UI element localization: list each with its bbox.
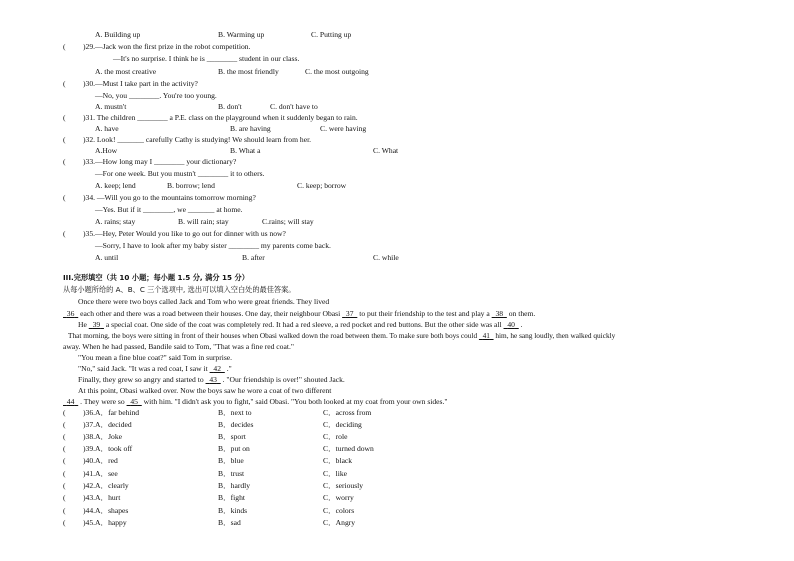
passage-line-6: "You mean a fine blue coat?" said Tom in surprise. xyxy=(78,353,233,362)
q30-option-a: A. mustn't xyxy=(95,102,127,111)
q33-option-c: C. keep; borrow xyxy=(297,181,347,190)
q32-option-b: B. What a xyxy=(230,146,261,155)
q28-option-c: C. Putting up xyxy=(311,30,352,39)
q30-option-b: B. don't xyxy=(218,102,242,111)
passage-line-4: That morning, the boys were sitting in front of their houses when Obasi walked down the road between them. To make sure both boys could 41 him, he sang loudly, then walked quickly xyxy=(68,331,616,340)
q30-paren: ( xyxy=(63,79,66,88)
q30-reply: —No, you ________. You're too young. xyxy=(95,91,217,100)
q29-option-b: B. the most friendly xyxy=(218,67,279,76)
blank-40: 40 xyxy=(507,320,515,329)
q34-option-a: A. rains; stay xyxy=(95,217,136,226)
blank-43: 43 xyxy=(209,375,217,384)
passage-line-10: 44 . They were so 45 with him. "I didn't ask you to fight," said Obasi. "You both looked at my coat from your own sides." xyxy=(63,397,448,406)
blank-45: 45 xyxy=(130,397,138,406)
q31-option-c: C. were having xyxy=(320,124,367,133)
q31-paren: ( xyxy=(63,113,66,122)
blank-36: 36 xyxy=(66,309,75,318)
q32-option-c: C. What xyxy=(373,146,399,155)
q29-stem: )29.—Jack won the first prize in the robot competition. xyxy=(83,42,251,51)
q32-paren: ( xyxy=(63,135,66,144)
q32-option-a: A.How xyxy=(95,146,118,155)
q33-stem: )33.—How long may I ________ your dictionary? xyxy=(83,157,237,166)
q29-paren: ( xyxy=(63,42,66,51)
q34-reply: —Yes. But if it ________, we _______ at home. xyxy=(95,205,243,214)
blank-41: 41 xyxy=(482,331,490,340)
q31-option-b: B. are having xyxy=(230,124,271,133)
q34-option-b: B. will rain; stay xyxy=(178,217,229,226)
q35-stem: )35.—Hey, Peter Would you like to go out for dinner with us now? xyxy=(83,229,286,238)
q31-stem: )31. The children ________ a P.E. class on the playground when it suddenly began to rain. xyxy=(83,113,358,122)
section-heading: III.完形填空（共 10 小题；每小题 1.5 分, 满分 15 分） xyxy=(63,273,249,282)
blank-37: 37 xyxy=(345,309,354,318)
passage-line-9: At this point, Obasi walked over. Now the boys saw he wore a coat of two different xyxy=(78,386,332,395)
q31-option-a: A. have xyxy=(95,124,119,133)
blank-38: 38 xyxy=(495,309,504,318)
q29-option-c: C. the most outgoing xyxy=(305,67,369,76)
q33-reply: —For one week. But you mustn't ________ it to others. xyxy=(95,169,265,178)
q28-option-b: B. Warming up xyxy=(218,30,265,39)
blank-44: 44 xyxy=(66,397,75,406)
q35-option-c: C. while xyxy=(373,253,399,262)
passage-line-1: Once there were two boys called Jack and Tom who were great friends. They lived xyxy=(78,297,330,306)
q34-option-c: C.rains; will stay xyxy=(262,217,314,226)
q33-option-b: B. borrow; lend xyxy=(167,181,215,190)
q33-option-a: A. keep; lend xyxy=(95,181,136,190)
q35-option-b: B. after xyxy=(242,253,265,262)
passage-line-2: 36 each other and there was a road between their houses. One day, their neighbour Obasi 37 to put their friendship to the test and play a 38 on them. xyxy=(63,309,535,318)
q34-stem: )34. —Will you go to the mountains tomorrow morning? xyxy=(83,193,256,202)
passage-line-5: away. When he had passed, Bandile said to Tom, "That was a fine red coat." xyxy=(63,342,294,351)
q32-stem: )32. Look! _______ carefully Cathy is studying! We should learn from her. xyxy=(83,135,312,144)
q35-option-a: A. until xyxy=(95,253,119,262)
passage-line-8: Finally, they grew so angry and started to 43 . "Our friendship is over!" shouted Jack. xyxy=(78,375,345,384)
exam-page: A. Building up B. Warming up C. Putting up ( )29.—Jack won the first prize in the robot competition. —It's no surprise. I think he is ________ student in our class. A. the most creative B. the most friendly C. the most outgoing ( )30.—Must I take part in the activity? —No, you ________. You're too young. A. mustn't B. don't C. don't have to ( )31. The children ________ a P.E. class on the playground when it suddenly began to rain. A. have B. are having C. were having ( )32. Look! _______ carefully Cathy is studying! We should learn from her. A.How B. What a C. What ( )33.—How long may I ________ your dictionary? —For one week. But you mustn't ________ it to others. A. keep; lend B. borrow; lend C. keep; borrow ( )34. —Will you go to the mountains tomorrow morning? —Yes. But if it ________, we _______ at home. A. rains; stay B. will rain; stay C.rains; will stay ( )35.—Hey, Peter Would you like to go out for dinner with us now? —Sorry, I have to look after my baby sister ________ my parents come back. A. until B. after C. while III.完形填空（共 10 小题；每小题 1.5 分, 满分 15 分） 从每小题所给的 A、B、C 三个选项中, 选出可以填入空白处的最佳答案。 Once there were two boys called Jack and Tom who were great friends. They lived 36 each other and there was a road between their houses. One day, their neighbour Obasi 37 to put their friendship to the test and play a 38 on them. He 39 a special coat. One side of the coat was completely red. It had a red sleeve, a red pocket and red buttons. But the other side was all 40 . That morning, the boys were sitting in front of their houses when Obasi walked down the road between them. To make sure both boys could 41 him, he sang loudly, then walked quickly away. When he had passed, Bandile said to Tom, "That was a fine red coat." "You mean a fine blue coat?" said Tom in surprise. "No," said Jack. "It was a red coat, I saw it 42 ." Finally, they grew so angry and started to 43 . "Our friendship is over!" shouted Jack. At this point, Obasi walked over. Now the boys saw he wore a coat of two different 44 . They were so 45 with him. "I didn't ask you to fight," said Obasi. "You both looked at my coat from your own sides." ( )36. A．far behind B．next to C．across from ( )37. A．decided B．decides C．deciding ( )38. A．Joke B．sport C．role ( )39. A．took off B．put on C．turned down ( )40. A．red B．blue C．black ( )41. A．see B．trust C．like ( )42. A．clearly B．hardly C．seriously ( )43. A．hurt B．fight C．worry ( )44. A．shapes B．kinds C．colors ( )45. A．happy B．sad C．Angry xyxy=(63,30,616,527)
passage-line-7: "No," said Jack. "It was a red coat, I saw it 42 ." xyxy=(78,364,232,373)
q30-option-c: C. don't have to xyxy=(270,102,318,111)
q28-option-a: A. Building up xyxy=(95,30,141,39)
section-instruction: 从每小题所给的 A、B、C 三个选项中, 选出可以填入空白处的最佳答案。 xyxy=(63,285,296,294)
blank-42: 42 xyxy=(213,364,221,373)
passage-line-3: He 39 a special coat. One side of the coat was completely red. It had a red sleeve, a red pocket and red buttons. But the other side was all 40 . xyxy=(78,320,523,329)
q29-reply: —It's no surprise. I think he is ________ student in our class. xyxy=(113,54,300,63)
q33-paren: ( xyxy=(63,157,66,166)
q35-reply: —Sorry, I have to look after my baby sister ________ my parents come back. xyxy=(95,241,331,250)
q34-paren: ( xyxy=(63,193,66,202)
q35-paren: ( xyxy=(63,229,66,238)
q30-stem: )30.—Must I take part in the activity? xyxy=(83,79,198,88)
q29-option-a: A. the most creative xyxy=(95,67,157,76)
blank-39: 39 xyxy=(92,320,101,329)
